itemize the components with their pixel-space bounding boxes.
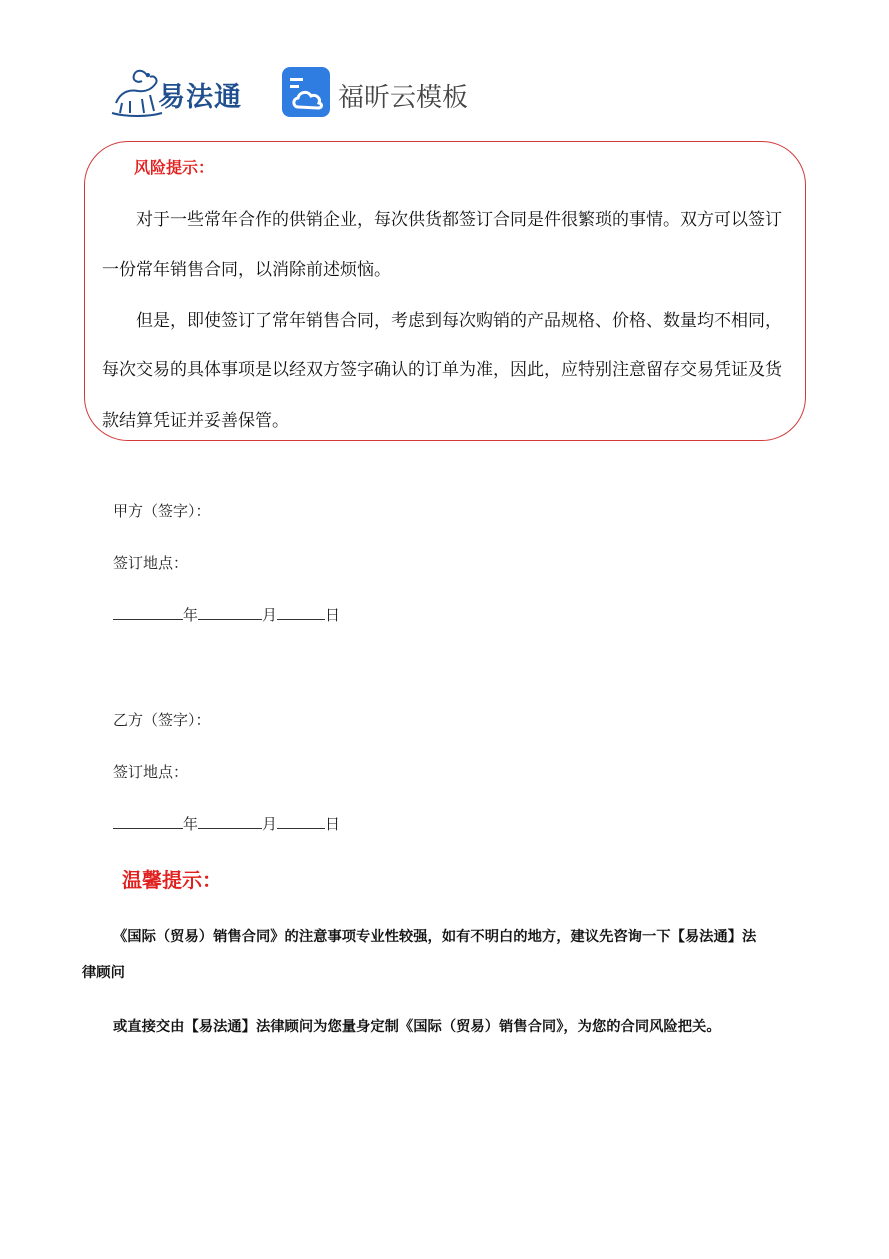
day-label: 日 — [325, 606, 341, 624]
risk-line-3: 但是，即使签订了常年销售合同，考虑到每次购销的产品规格、价格、数量均不相同， — [136, 311, 782, 331]
horse-logo-icon — [108, 63, 164, 119]
party-b-place-label: 签订地点： — [113, 763, 189, 781]
party-a-date-line — [113, 604, 340, 625]
tip-line-3: 或直接交由【易法通】法律顾问为您量身定制《国际（贸易）销售合同》，为您的合同风险把关。 — [113, 1019, 721, 1035]
party-a-place-label: 签订地点： — [113, 554, 189, 572]
party-a-sign-label: 甲方（签字）： — [113, 502, 211, 520]
month-label: 月 — [262, 815, 278, 833]
year-blank — [113, 605, 183, 620]
risk-title: 风险提示： — [134, 158, 215, 177]
yifatong-logo-text: 易法通 — [158, 82, 242, 113]
yifatong-logo — [108, 63, 258, 119]
risk-line-4: 每次交易的具体事项是以经双方签字确认的订单为准，因此，应特别注意留存交易凭证及货 — [102, 360, 782, 380]
tip-line-2: 律顾问 — [82, 965, 125, 981]
cloud-template-icon — [282, 67, 330, 117]
month-label: 月 — [262, 606, 278, 624]
year-blank — [113, 814, 183, 829]
party-b-date-line — [113, 813, 340, 834]
risk-line-2: 一份常年销售合同，以消除前述烦恼。 — [102, 260, 391, 280]
day-label: 日 — [325, 815, 341, 833]
warm-tip-title: 温馨提示： — [122, 868, 222, 892]
risk-line-1: 对于一些常年合作的供销企业，每次供货都签订合同是件很繁琐的事情。双方可以签订 — [136, 210, 782, 230]
day-blank — [277, 814, 325, 829]
party-b-sign-label: 乙方（签字）： — [113, 711, 211, 729]
month-blank — [198, 605, 262, 620]
risk-notice-box — [84, 141, 806, 441]
day-blank — [277, 605, 325, 620]
year-label: 年 — [183, 606, 199, 624]
tip-line-1: 《国际（贸易）销售合同》的注意事项专业性较强，如有不明白的地方，建议先咨询一下【易法通】法 — [113, 929, 757, 945]
fuxinyun-logo-text: 福昕云模板 — [338, 83, 469, 113]
month-blank — [198, 814, 262, 829]
year-label: 年 — [183, 815, 199, 833]
risk-line-5: 款结算凭证并妥善保管。 — [102, 411, 289, 431]
